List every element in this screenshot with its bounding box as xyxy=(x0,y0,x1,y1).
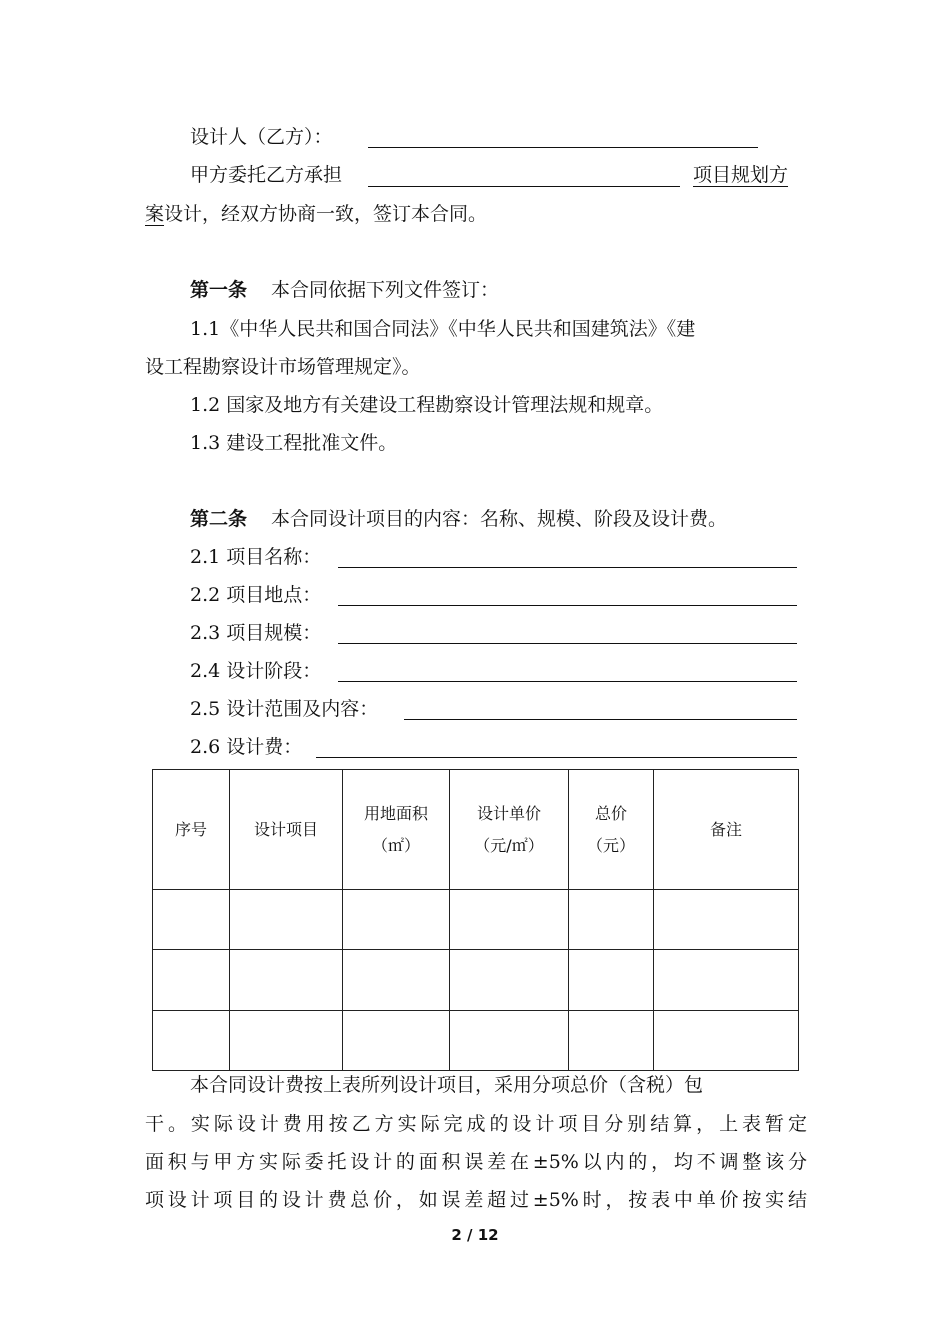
field-blank-project-name[interactable] xyxy=(338,567,797,568)
table-row xyxy=(153,890,799,950)
table-cell[interactable] xyxy=(450,1011,569,1071)
entrust-cont-underlined: 案 xyxy=(145,203,165,225)
field-label-design-fee: 2.6 设计费： xyxy=(190,736,303,758)
field-blank-project-location[interactable] xyxy=(338,605,797,606)
article1-item1b: 设工程勘察设计市场管理规定》。 xyxy=(145,356,421,378)
table-cell[interactable] xyxy=(654,1011,799,1071)
article1-item2: 1.2 国家及地方有关建设工程勘察设计管理法规和规章。 xyxy=(190,394,664,416)
header-total-price: 总价 （元） xyxy=(569,770,654,890)
table-row xyxy=(153,1011,799,1071)
table-row xyxy=(153,950,799,1011)
table-cell[interactable] xyxy=(654,950,799,1011)
table-cell[interactable] xyxy=(569,1011,654,1071)
table-cell[interactable] xyxy=(450,950,569,1011)
article2-title xyxy=(190,507,727,531)
table-cell[interactable] xyxy=(153,950,230,1011)
header-unit-price: 设计单价 （元/㎡） xyxy=(450,770,569,890)
paragraph-line-4: 项设计项目的设计费总价，如误差超过±5%时，按表中单价按实结 xyxy=(145,1189,807,1211)
article1-text: 本合同依据下列文件签订： xyxy=(271,279,500,301)
article1-heading: 第一条 xyxy=(190,279,248,301)
field-blank-design-fee[interactable] xyxy=(316,757,797,758)
entrust-suffix: 项目规划方 xyxy=(693,164,789,186)
page-separator: / xyxy=(461,1226,478,1244)
table-cell[interactable] xyxy=(450,890,569,950)
table-cell[interactable] xyxy=(153,1011,230,1071)
current-page: 2 xyxy=(451,1226,462,1244)
entrust-prefix: 甲方委托乙方承担 xyxy=(190,164,343,186)
table-cell[interactable] xyxy=(153,890,230,950)
article1-item3: 1.3 建设工程批准文件。 xyxy=(190,432,398,454)
table-cell[interactable] xyxy=(230,950,343,1011)
field-label-project-location: 2.2 项目地点： xyxy=(190,584,322,606)
field-blank-design-scope[interactable] xyxy=(404,719,797,720)
entrust-cont-rest: 设计，经双方协商一致，签订本合同。 xyxy=(164,203,488,225)
table-cell[interactable] xyxy=(569,950,654,1011)
article2-text: 本合同设计项目的内容：名称、规模、阶段及设计费。 xyxy=(271,508,728,530)
total-pages: 12 xyxy=(477,1226,499,1244)
field-label-design-scope: 2.5 设计范围及内容： xyxy=(190,698,379,720)
design-fee-table xyxy=(152,769,799,1071)
field-label-project-scale: 2.3 项目规模： xyxy=(190,622,322,644)
project-name-blank[interactable] xyxy=(368,186,680,187)
field-label-project-name: 2.1 项目名称： xyxy=(190,546,322,568)
designer-label: 设计人（乙方）： xyxy=(190,126,333,148)
table-cell[interactable] xyxy=(569,890,654,950)
table-cell[interactable] xyxy=(654,890,799,950)
header-remarks: 备注 xyxy=(654,770,799,890)
paragraph-line-1: 本合同设计费按上表所列设计项目，采用分项总价（含税）包 xyxy=(190,1074,704,1096)
table-cell[interactable] xyxy=(230,1011,343,1071)
paragraph-line-3: 面积与甲方实际委托设计的面积误差在±5%以内的，均不调整该分 xyxy=(145,1151,807,1173)
table-cell[interactable] xyxy=(343,890,450,950)
header-design-item: 设计项目 xyxy=(230,770,343,890)
header-land-area: 用地面积 （㎡） xyxy=(343,770,450,890)
article1-item1a: 1.1《中华人民共和国合同法》《中华人民共和国建筑法》《建 xyxy=(190,318,696,340)
table-cell[interactable] xyxy=(343,950,450,1011)
table-header-row xyxy=(153,770,799,890)
table-cell[interactable] xyxy=(230,890,343,950)
entrust-continuation xyxy=(145,202,487,226)
article2-heading: 第二条 xyxy=(190,508,248,530)
field-label-design-stage: 2.4 设计阶段： xyxy=(190,660,322,682)
article1-title xyxy=(190,278,499,302)
field-blank-design-stage[interactable] xyxy=(338,681,797,682)
designer-blank[interactable] xyxy=(368,147,758,148)
page-number xyxy=(0,1226,950,1244)
table-cell[interactable] xyxy=(343,1011,450,1071)
paragraph-line-2: 干。实际设计费用按乙方实际完成的设计项目分别结算，上表暂定 xyxy=(145,1113,807,1135)
header-serial: 序号 xyxy=(153,770,230,890)
field-blank-project-scale[interactable] xyxy=(338,643,797,644)
